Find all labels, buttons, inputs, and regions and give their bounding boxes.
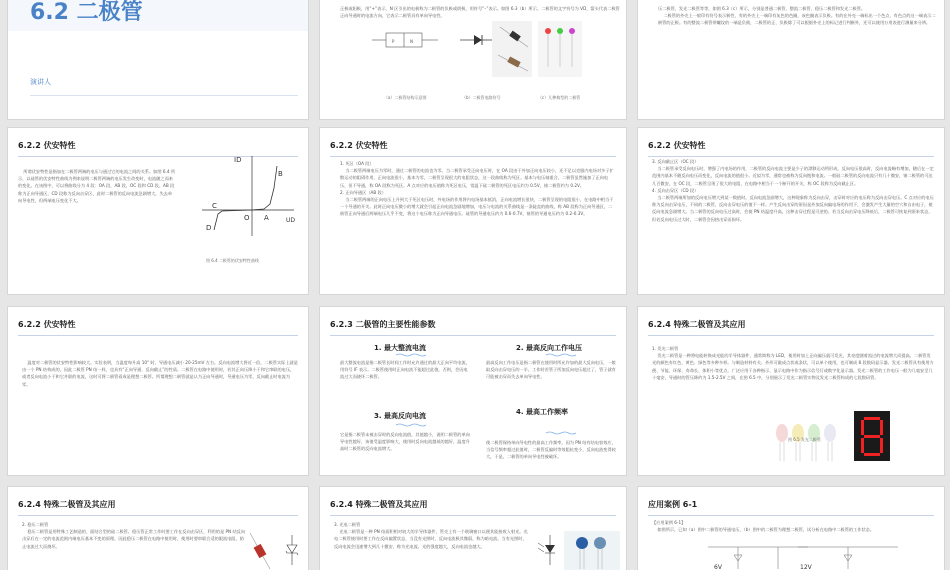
title-underline xyxy=(18,335,298,336)
title-underline xyxy=(18,515,298,516)
iv-curve-chart xyxy=(198,152,298,240)
slide-2-text: 正极或阳极，用“+”表示，N 区引出的电极称为二极管的负极或阴极，用符号“–”表示。如图 6.3（b）所示，二极管的文字符号为 VD，箭头代表二极管正向导通时的电流方向，它表示二极管具有单向导电性。 xyxy=(340,6,620,19)
slide-title: 6.2.2 伏安特性 xyxy=(18,141,76,150)
slide-8[interactable] xyxy=(319,306,627,476)
cover-divider xyxy=(30,95,298,96)
slide-title: 6.2.4 特殊二极管及其应用 xyxy=(330,500,428,509)
voltage-label-6v: 6V xyxy=(714,564,722,570)
slide-4-text: 所谓伏安特性是指加在二极管两端的电压与通过它的电流之间的关系。如图 6.4 所示，以硅管的伏安特性曲线为例来说明二极管两端的电压发生改变时，电流随之而来的变化。在该图中，可以将曲线分为 4 段：OA 段、AB 段、OC 段和 CD 段。AB 段称为正向导通区，CD 段称为反向击穿区，此时二极管的反向电流急剧增大，失去单向导电性，但两端电压变化不大。 xyxy=(18,169,176,203)
figure-caption: 图 6.5 发光二极管 xyxy=(788,437,821,442)
presenter-label: 演讲人 xyxy=(30,78,51,86)
cover-title: 6.2 二极管 xyxy=(30,0,143,25)
slide-title: 6.2.2 伏安特性 xyxy=(18,320,76,329)
param-text-1: 最大整流电流是指二极管长时间工作时允许通过的最大正向平均电流，用符号 IF 表示。二极管使用时正向电流不能超过此值，否则，会因电流过大而烧坏二极管。 xyxy=(340,360,470,380)
title-underline xyxy=(648,335,934,336)
title-underline xyxy=(330,335,616,336)
point-c-label: C xyxy=(212,202,217,210)
param-heading-2: 2. 最高反向工作电压 xyxy=(516,344,582,352)
wave-decoration-icon xyxy=(546,353,576,357)
slide-11[interactable] xyxy=(319,486,627,570)
slide-title: 6.2.4 特殊二极管及其应用 xyxy=(18,500,116,509)
slide-2[interactable] xyxy=(319,0,627,120)
param-text-4: 使二极管保持单向导电性的最高工作频率，因为 PN 结有结电容效应，当信号频率超过此值时，二极管反偏时等效阻抗变小，反向电流变得较大，于是，二极管的单向导电性被破坏。 xyxy=(486,440,616,460)
slide-title: 6.2.2 伏安特性 xyxy=(330,141,388,150)
slide-1-cover[interactable] xyxy=(7,0,309,120)
slide-title: 6.2.2 伏安特性 xyxy=(648,141,706,150)
caption-c: （c）几种典型的二极管 xyxy=(538,95,581,100)
slide-5[interactable] xyxy=(319,127,627,295)
slide-7-text: 温度对二极管的伏安特性影响较大。实验表明，当温度每升高 10° 时，导通电压减小 20-25mV 左右。反向电流增大将近一倍，二极管实际上就是由一个 PN 结构成的，因此二极管 PN 结一样，也具有“正向导通、反向截止”的性质。二极管在电路中使用时，若其正向压降小于和它串联的电压，或者反向电流小于和它并联的电流，这时可将二极管看成是理想二极管。所谓理想二极管就是认为正向导通时，导通电压为零，反向截止时电流为零。 xyxy=(22,360,298,387)
svg-text:P: P xyxy=(392,39,395,44)
slide-title: 6.2.3 二极管的主要性能参数 xyxy=(330,320,436,329)
slide-11-text: 3. 光电二极管 光电二极管是一种 PN 结面积相对较大的半导体器件，管壳上有一个玻璃窗口以便其能接收入射光。光电二极管使用时要工作在反向偏置状态，当没有光照时，反向电流极其微弱，称为暗电流。当有光照时，反向电流会迅速增大到几十微安，称为光电流。光的强度越大，反向电流也越大。 xyxy=(334,522,528,549)
slide-7[interactable] xyxy=(7,306,309,476)
circuit-diagram-b xyxy=(788,543,908,570)
diode-photos xyxy=(492,21,582,77)
param-text-2: 最高反向工作电压是指二极管在使用时所允许加的最大反向电压，一般取反向击穿电压的一半。工作时若管子所加反向电压超过了，管子就有可能被击穿而失去单向导电性。 xyxy=(486,360,616,380)
slide-9-text: 1. 发光二极管 发光二极管是一种将电能转换成光能的半导体器件，通常简称为 LED，使用时加上正向偏压就可发光，其亮度随着流过的电流增大而提高，二极管发光的颜色有红色、黄色、绿色等多种多样。与制造材料有关。外形可做成点状或条状，可以单个使用，也可制成 8 段数码显示器。发光二极管具有使用方便、节能、环保、寿命长、体积小等优点，广泛应用于各种指示、显示电路中作为指示信号灯或数字化显示器。发光二极管的工作电压一般为几毫安至几十毫安，导通时的管压降约为 1.5-2.5V 之间，在图 6.5 中，分别展示了发光二极管实物及发光二极管构成的七段数码管。 xyxy=(652,346,934,380)
zener-diode-photo xyxy=(248,531,272,570)
slide-10[interactable] xyxy=(7,486,309,570)
title-underline xyxy=(648,515,934,516)
wave-decoration-icon xyxy=(396,353,426,357)
wave-decoration-icon xyxy=(396,423,426,427)
title-underline xyxy=(330,515,616,516)
origin-label: O xyxy=(244,214,250,222)
point-b-label: B xyxy=(278,170,283,178)
photodiode-symbol-icon xyxy=(538,535,560,565)
slide-5-text: 1. 死区（OA 段） 当二极管两端电压为零时，通过二极管的电流也为零。当二极管承受正向电压时，在 OA 段由于外加正向电压较小，还不足以克服内电场对多子扩散运动的阻碍作用，正向电流很小，基本为零，二极管呈现很大的电阻状态，这一段曲线称为死区。基本与电压轴重合，二极管虽然施加了正向电压，但不导通，称 OA 段称为死区。A 点对应的电压值称为死区电压，常温下硅二极管的死区电压约为 0.5V，锗二极管约为 0.2V。 2. 正向导通区（AB 段） 当二极管两端的正向电压上升到大于死区电压时，外电场的作用将内电场基本抵消，正向电流增长很快，二极管呈现的电阻很小，在电路中相当于一个导通的开关。此时正向电压微小的增大就会引起正向电流急剧地增加，电压与电流的关系曲线是一条陡直的曲线，称 AB 段称为正向导通区，二极管正向导通后两端电压几乎不变，将这个电压称为正向导通电压。硅管的导通电压约为 0.6-0.7V，锗管的导通电压约为 0.2-0.3V。 xyxy=(340,161,614,217)
point-a-label: A xyxy=(264,214,269,222)
slide-12[interactable] xyxy=(637,486,945,570)
voltage-label-12v: 12V xyxy=(800,564,812,570)
zener-diode-symbol-icon xyxy=(284,535,300,565)
axis-u-label: UD xyxy=(286,217,296,224)
slide-9[interactable] xyxy=(637,306,945,476)
slide-4[interactable] xyxy=(7,127,309,295)
param-heading-4: 4. 最高工作频率 xyxy=(516,408,568,416)
photodiode-photo xyxy=(564,531,620,570)
slide-10-text: 2. 稳压二极管 稳压二极管是用特殊工艺制造的、面结合型的硅二极管。稳压管正常工作时要工作在反向击穿区，利用的是 PN 结反向击穿后在一定的电流范围内端电压基本不变的原理。因此稳压二极管在电路中使用时，使用时要串联合适的限流电阻，防止电流过大而烧坏。 xyxy=(22,522,246,549)
axis-i-label: ID xyxy=(234,156,242,164)
caption-b: （b）二极管电路符号 xyxy=(462,95,501,100)
slide-6-text: 3. 反向截止区（OC 段） 当二极管承受反向电压时，增强了内电场的作用，二极管的反向电流主要是少子的漂移运动所形成，反向电压很高时，反向电流略有增加，随后在一定范围内基本不随反向电压而变化，反向电流的值很小。近似为零，通常也被称为反向饱和电流。一般硅二极管的反向电流只有几十微安，锗二极管的可达几百微安，在 OC 段，二极管呈现了很大的电阻，在电路中相当于一个断开的开关，称 OC 段称为反向截止区。 4. 反向击穿区（CD 段） 当二极管两端所加的反向电压增大到某一数值时，反向电流急剧增大，这种现象称为反向击穿，击穿时对应的电压称为反向击穿电压。C 点对应的电压称为反向击穿电压，不同的二极管，反向击穿电压的值不一样。产生反向击穿的原因是外加反向偏电场的作用下，会激发产生大量的空穴和自由电子，使反向电流急剧增大。当二极管的反向电压过高时，会使 PN 结温度升高，这种击穿过程是可逆的。若当反向击穿电压降低后，二极管可恢复到原来状态，但若反向电压过大时，二极管会因热击穿而损坏。 xyxy=(652,159,934,222)
wave-decoration-icon xyxy=(546,431,576,435)
title-underline xyxy=(330,156,616,157)
slide-12-text: 【应用案例 6-1】 如图所示，已知（a）图中二极管的导通电压，（b）图中的二极管为理想二极管，试分析在电路中二极管的工作状态。 xyxy=(652,520,875,533)
param-heading-3: 3. 最高反向电流 xyxy=(374,412,426,420)
slide-title: 应用案例 6-1 xyxy=(648,500,698,509)
slide-3-text: 压二极管、发光二极管等等，如图 6.3（c）所示，分别是普通二极管、整流二极管、稳压二极管和发光二极管。 二极管的外壳上一般印有符号表示极性，有的外壳上一端印有灰色的色圈，该色圈表示负极。有的在外壳一端标出一个色点，有色点的这一端表示二极管的正极。有的整流二极管带螺纹的一端是负极，二极管的正、负极除了可以根据外壳上的标记进行判断外，还可以使用万用表进行测量来分辨。 xyxy=(658,6,936,26)
title-underline xyxy=(648,156,934,157)
slide-6[interactable] xyxy=(637,127,945,295)
seven-segment-display-icon xyxy=(854,411,890,461)
point-d-label: D xyxy=(206,224,212,232)
figure-caption: 图 6.4 二极管的伏安特性曲线 xyxy=(206,258,259,263)
param-heading-1: 1. 最大整流电流 xyxy=(374,344,426,352)
slide-3[interactable] xyxy=(637,0,945,120)
caption-a: （a）二极管结构示意图 xyxy=(384,95,427,100)
diode-structure-diagram xyxy=(370,29,440,53)
param-text-3: 它是指二极管未被击穿时的反向电流值，其值越小，说明二极管的单向导电性越好，该值受温度影响大，使用时反向电流越低的越好，温度升高时二极管的反向电流增大。 xyxy=(340,432,470,452)
slide-title: 6.2.4 特殊二极管及其应用 xyxy=(648,320,746,329)
svg-text:N: N xyxy=(410,39,413,44)
